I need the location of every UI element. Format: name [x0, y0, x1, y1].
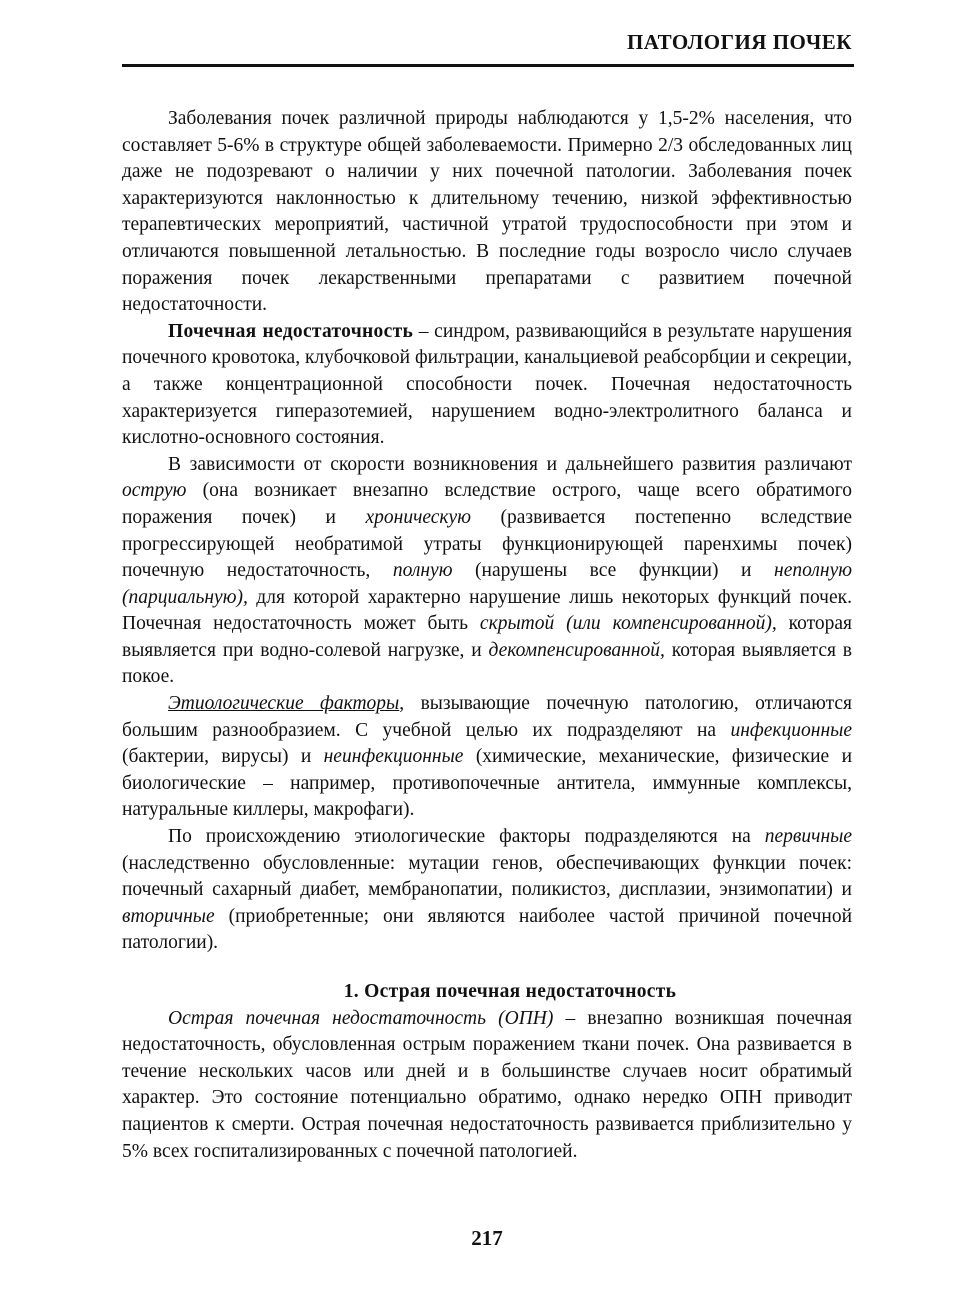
- classification-text-c: (развивается постепенно вследствие прогрессирующей необратимой утраты функционирующей паренхимы почек) почечную недостаточность,: [122, 506, 852, 582]
- term-full: полную: [392, 560, 453, 582]
- definition-text: – синдром, развивающийся в результате нарушения почечного кровотока, клубочковой фильтрации, канальциевой реабсорбции и секреции, а также концентрационной способности почек. Почечная недостаточность характеризуется гиперазотемией, нарушением водно-электролитного баланса и кислотно-основного состояния.: [122, 320, 852, 449]
- term-partial: неполную (парциальную),: [122, 560, 852, 608]
- term-decompensated: декомпенсированной,: [488, 639, 665, 661]
- running-header-title: ПАТОЛОГИЯ ПОЧЕК: [626, 30, 852, 54]
- term-renal-failure: Почечная недостаточность: [168, 320, 414, 342]
- classification-text-d: (нарушены все функции) и: [452, 560, 775, 582]
- section-heading: 1. Острая почечная недостаточность: [343, 981, 677, 1002]
- classification-text-a: В зависимости от скорости возникновения и дальнейшего развития различают: [168, 453, 852, 475]
- paragraph-etiology: [122, 691, 852, 824]
- term-chronic: хроническую: [365, 506, 471, 528]
- page-number: 217: [471, 1226, 503, 1250]
- paragraph-intro: [122, 106, 852, 319]
- term-etiological-factors: Этиологические факторы: [168, 693, 400, 715]
- classification-text-g: которая выявляется в покое.: [122, 639, 853, 688]
- classification-text-b: (она возникает внезапно вследствие острого, чаще всего обратимого поражения почек) и: [122, 480, 852, 528]
- term-infectious: инфекционные: [730, 719, 852, 741]
- paragraph-acute-renal-failure: [122, 1006, 852, 1166]
- origin-text-c: (приобретенные; они являются наиболее частой причиной почечной патологии).: [122, 905, 852, 954]
- classification-text-e: для которой характерно нарушение лишь некоторых функций почек. Почечная недостаточность может быть: [122, 586, 852, 635]
- paragraph-renal-failure-definition: [122, 319, 852, 452]
- term-primary: первичные: [764, 826, 852, 848]
- origin-text-a: По происхождению этиологические факторы подразделяются на: [168, 826, 765, 848]
- section-spacer: [122, 957, 852, 979]
- origin-text-b: (наследственно обусловленные: мутации генов, обеспечивающих функции почек: почечный сахарный диабет, мембранопатии, поликистоз, дисплазии, энзимопатии) и: [122, 852, 852, 901]
- etiology-text-c: (химические, механические, физические и биологические – например, противопочечные антитела, иммунные комплексы, натуральные киллеры, макрофаги).: [122, 746, 852, 821]
- term-acute-renal-failure: Острая почечная недостаточность (ОПН): [168, 1007, 554, 1029]
- acute-renal-failure-text: – внезапно возникшая почечная недостаточность, обусловленная острым поражением ткани почек. Она развивается в течение нескольких часов или дней и в большинстве случаев носит обратимый характер. Это состояние потенциально обратимо, однако нередко ОПН приводит пациентов к смерти. Острая почечная недостаточность развивается приблизительно у 5% всех госпитализированных с почечной патологией.: [122, 1007, 853, 1162]
- classification-text-f: которая выявляется при водно-солевой нагрузке, и: [122, 613, 852, 661]
- term-secondary: вторичные: [122, 905, 215, 927]
- term-acute: острую: [122, 480, 187, 502]
- etiology-text-b: (бактерии, вирусы) и: [122, 746, 324, 768]
- page-body: [122, 106, 852, 1165]
- paragraph-classification: [122, 452, 852, 691]
- paragraph-intro-text: Заболевания почек различной природы наблюдаются у 1,5-2% населения, что составляет 5-6% в структуре общей заболеваемости. Примерно 2/3 обследованных лиц даже не подозревают о наличии у них почечной патологии. Заболевания почек характеризуются наклонностью к длительному течению, низкой эффективностью терапевтических мероприятий, частичной утратой трудоспособности при этом и отличаются повышенной летальностью. В последние годы возросло число случаев поражения почек лекарственными препаратами с развитием почечной недостаточности.: [122, 108, 852, 316]
- term-hidden: скрытой (или компенсированной),: [479, 613, 777, 635]
- header-rule: [122, 64, 854, 67]
- etiology-text-a: , вызывающие почечную патологию, отличаются большим разнообразием. С учебной целью их подразделяют на: [122, 693, 852, 741]
- paragraph-origin: [122, 824, 852, 957]
- term-noninfectious: неинфекционные: [323, 746, 464, 768]
